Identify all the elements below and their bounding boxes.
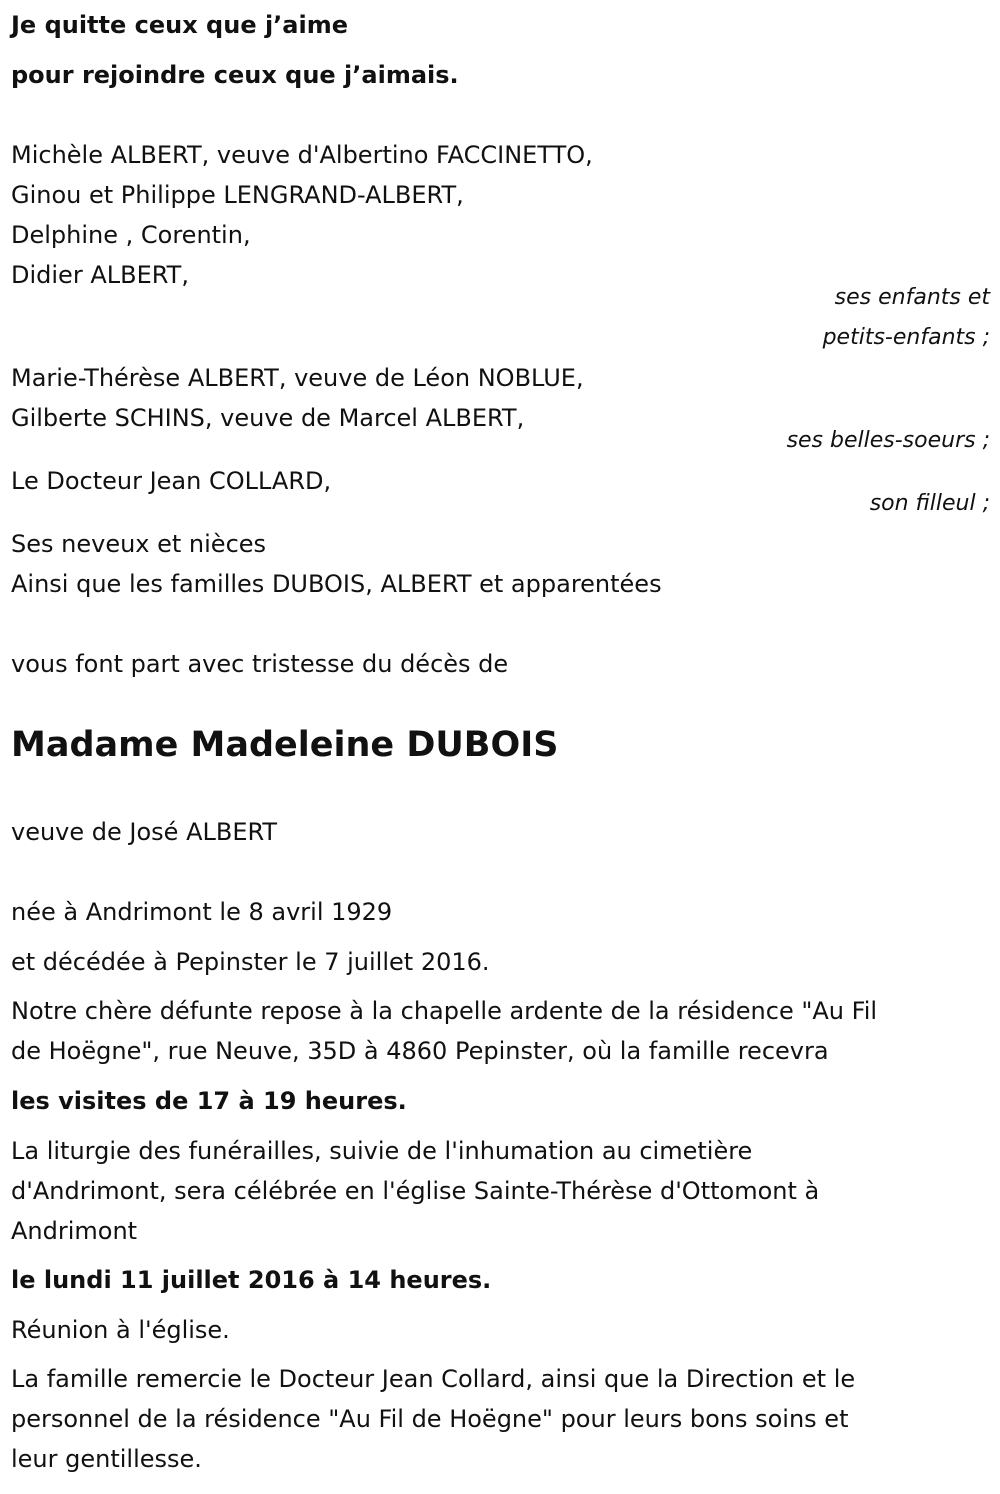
liturgy-info: Andrimont (11, 1217, 138, 1245)
birth-info: née à Andrimont le 8 avril 1929 (11, 898, 393, 926)
relationship-label: ses belles-soeurs ; (786, 428, 990, 453)
family-member: Didier ALBERT, (11, 261, 189, 289)
death-info: et décédée à Pepinster le 7 juillet 2016. (11, 948, 490, 976)
rest-location: Notre chère défunte repose à la chapelle ardente de la résidence "Au Fil (11, 997, 878, 1025)
liturgy-info: d'Andrimont, sera célébrée en l'église Sainte-Thérèse d'Ottomont à (11, 1177, 820, 1205)
family-member: Delphine , Corentin, (11, 221, 251, 249)
visiting-hours: les visites de 17 à 19 heures. (11, 1087, 407, 1115)
funeral-date: le lundi 11 juillet 2016 à 14 heures. (11, 1266, 492, 1294)
liturgy-info: La liturgie des funérailles, suivie de l'inhumation au cimetière (11, 1137, 753, 1165)
relationship-label: ses enfants et (834, 285, 990, 310)
epigraph-line-2: pour rejoindre ceux que j’aimais. (11, 61, 459, 89)
meeting-info: Réunion à l'église. (11, 1316, 230, 1344)
relationship-label: son filleul ; (869, 491, 990, 516)
thanks-text: leur gentillesse. (11, 1445, 202, 1473)
family-member: Gilberte SCHINS, veuve de Marcel ALBERT, (11, 404, 525, 432)
family-member: Le Docteur Jean COLLARD, (11, 467, 332, 495)
family-others: Ses neveux et nièces (11, 530, 267, 558)
family-member: Marie-Thérèse ALBERT, veuve de Léon NOBLUE, (11, 364, 584, 392)
epigraph-line-1: Je quitte ceux que j’aime (11, 11, 349, 39)
relationship-label: petits-enfants ; (822, 325, 990, 350)
deceased-name: Madame Madeleine DUBOIS (11, 725, 559, 765)
thanks-text: personnel de la résidence "Au Fil de Hoëgne" pour leurs bons soins et (11, 1405, 849, 1433)
family-member: Michèle ALBERT, veuve d'Albertino FACCINETTO, (11, 141, 593, 169)
thanks-text: La famille remercie le Docteur Jean Collard, ainsi que la Direction et le (11, 1365, 856, 1393)
family-others: Ainsi que les familles DUBOIS, ALBERT et apparentées (11, 570, 662, 598)
family-member: Ginou et Philippe LENGRAND-ALBERT, (11, 181, 464, 209)
widow-of: veuve de José ALBERT (11, 818, 278, 846)
rest-location: de Hoëgne", rue Neuve, 35D à 4860 Pepinster, où la famille recevra (11, 1037, 829, 1065)
announcement-text: vous font part avec tristesse du décès de (11, 650, 509, 678)
